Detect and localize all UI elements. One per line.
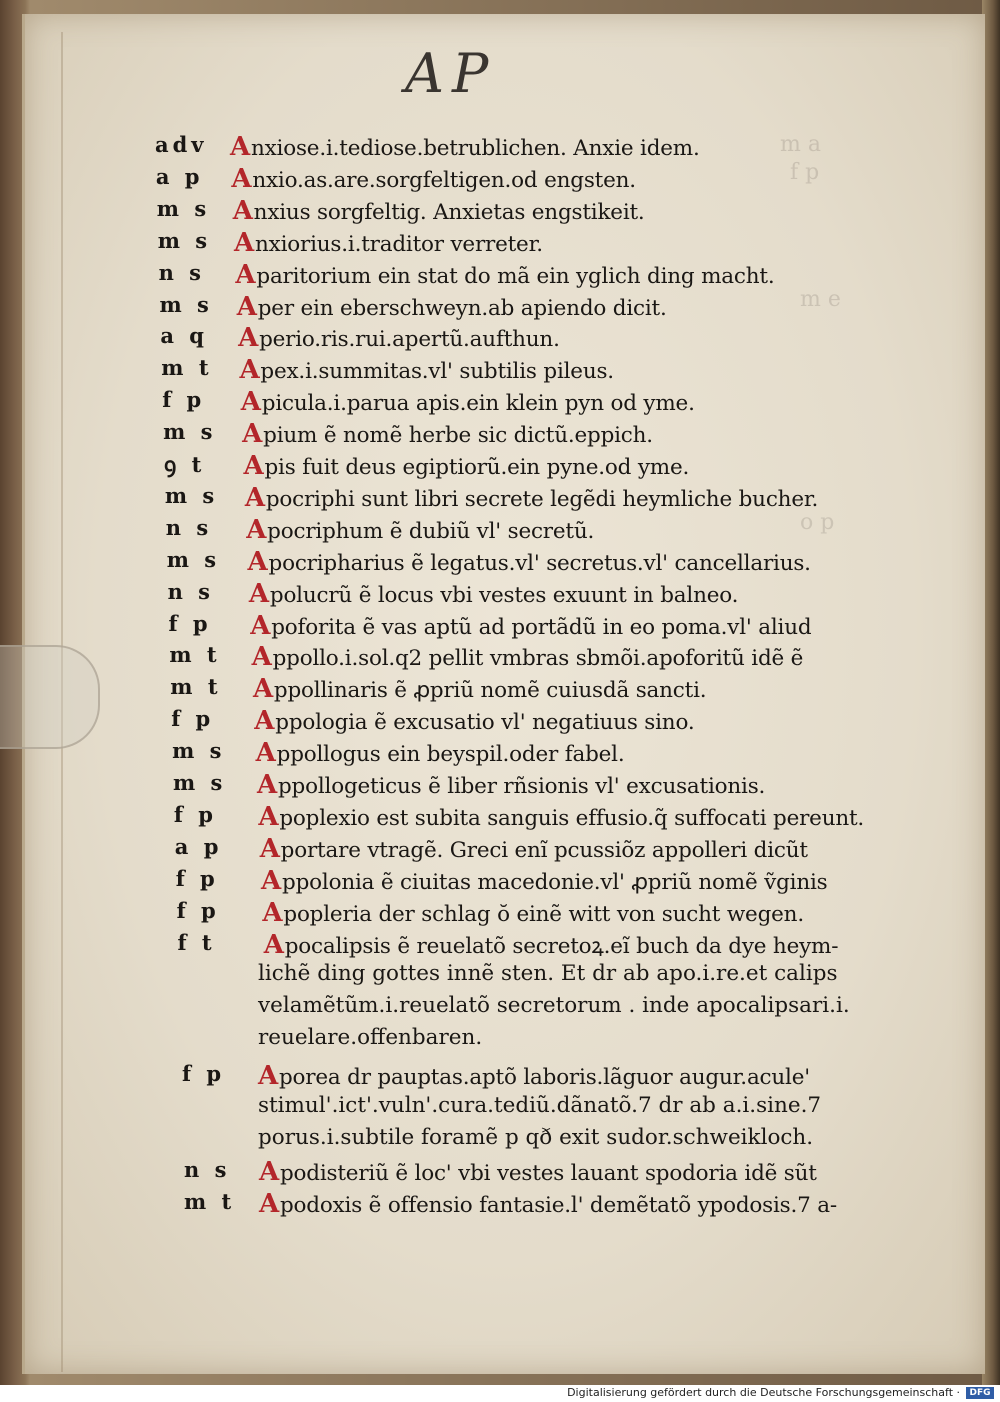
- entry-text: [259, 1189, 837, 1219]
- entry-body: pocriphum ẽ dubiũ vl' secretũ.: [267, 518, 595, 544]
- grammar-tag: m t: [184, 1188, 236, 1214]
- funding-credit: Digitalisierung gefördert durch die Deutsche Forschungsgemeinschaft ·: [567, 1386, 960, 1399]
- entry-text: [246, 515, 594, 545]
- entry-body: ppollogeticus ẽ liber rñsionis vl' excusationis.: [277, 774, 766, 799]
- entry-text: [242, 419, 653, 449]
- entry-text: [261, 866, 827, 896]
- entry-text: [233, 196, 645, 226]
- bleed-through-mark: o p: [800, 510, 835, 535]
- rubricated-initial: A: [259, 1156, 279, 1187]
- grammar-tag: adv: [155, 132, 208, 157]
- rubricated-initial: A: [248, 578, 269, 609]
- entry-text: [231, 164, 636, 194]
- rubricated-initial: A: [244, 482, 265, 513]
- rubricated-initial: A: [252, 674, 273, 705]
- grammar-tag: f p: [175, 865, 219, 891]
- entry-body: per ein eberschweyn.ab apiendo dicit.: [257, 295, 667, 321]
- entry-body: pocripharius ẽ legatus.vl' secretus.vl' cancellarius.: [268, 550, 811, 576]
- rubricated-initial: A: [232, 195, 253, 226]
- entry-text: [249, 579, 738, 609]
- entry-body: polucrũ ẽ locus vbi vestes exuunt in balneo.: [269, 582, 739, 608]
- grammar-tag: m s: [166, 546, 221, 572]
- grammar-tag: m s: [157, 227, 212, 253]
- rubricated-initial: A: [259, 1188, 279, 1219]
- entry-text: [258, 1061, 810, 1091]
- rubricated-initial: A: [242, 419, 263, 450]
- rubricated-initial: A: [236, 291, 257, 322]
- rubricated-initial: A: [250, 610, 271, 641]
- entry-text: [260, 834, 808, 864]
- rubricated-initial: A: [257, 770, 277, 800]
- entry-text: [238, 323, 560, 353]
- grammar-tag: m t: [170, 674, 222, 700]
- grammar-tag: f p: [182, 1061, 226, 1087]
- dfg-logo: DFG: [966, 1387, 994, 1399]
- rubricated-initial: A: [239, 355, 260, 386]
- entry-body: nxius sorgfeltig. Anxietas engstikeit.: [253, 199, 645, 225]
- entry-text: [245, 483, 818, 513]
- entry-continuation: porus.i.subtile foramẽ p qð exit sudor.schweikloch.: [258, 1124, 814, 1150]
- entry-body: ppollinaris ẽ ꝓpriũ nomẽ cuiusdã sancti.: [273, 678, 707, 704]
- entry-text: [257, 770, 765, 800]
- bleed-through-mark: m a: [780, 132, 821, 157]
- rubricated-initial: A: [263, 929, 284, 960]
- entry-body: pocriphi sunt libri secrete legẽdi heymliche bucher.: [265, 486, 819, 512]
- entry-body: nxio.as.are.sorgfeltigen.od engsten.: [252, 167, 636, 193]
- entry-text: [250, 611, 811, 641]
- grammar-tag: n s: [158, 259, 205, 285]
- entry-body: podoxis ẽ offensio fantasie.l' demẽtatõ ypodosis.7 a-: [279, 1192, 837, 1218]
- grammar-tag: m s: [156, 195, 211, 221]
- entry-body: podisteriũ ẽ loc' vbi vestes lauant spodoria idẽ sũt: [279, 1160, 817, 1186]
- entry-continuation: lichẽ ding gottes innẽ sten. Et dr ab apo.i.re.et calips: [258, 961, 838, 987]
- entry-body: ppollogus ein beyspil.oder fabel.: [276, 742, 625, 768]
- grammar-tag: a p: [174, 833, 223, 859]
- entry-body: pocalipsis ẽ reuelatõ secretoꝝ.eĩ buch da dye heym-: [284, 933, 839, 959]
- entry-text: [259, 1157, 817, 1187]
- rubricated-initial: A: [258, 1061, 278, 1092]
- rubricated-initial: A: [251, 642, 272, 673]
- grammar-tag: m s: [173, 770, 227, 795]
- entry-text: [239, 355, 614, 385]
- grammar-tag: a q: [160, 323, 208, 349]
- entry-body: popleria der schlag ŏ einẽ witt von sucht wegen.: [283, 901, 804, 927]
- entry-body: ppolonia ẽ ciuitas macedonie.vl' ꝓpriũ nomẽ ṽginis: [282, 869, 828, 895]
- entry-continuation: velamẽtũm.i.reuelatõ secretorum . inde apocalipsari.i.: [258, 993, 850, 1019]
- entry-body: picula.i.parua apis.ein klein pyn od yme.: [261, 391, 695, 417]
- entry-text: [262, 898, 804, 928]
- entry-body: nxiose.i.tediose.betrublichen. Anxie idem.: [250, 136, 700, 161]
- grammar-tag: n s: [167, 578, 214, 604]
- grammar-tag: m s: [159, 291, 213, 317]
- rubricated-initial: A: [247, 546, 268, 577]
- rubricated-initial: A: [255, 738, 276, 769]
- rubricated-initial: A: [231, 163, 252, 194]
- entry-body: perio.ris.rui.apertũ.aufthun.: [259, 327, 560, 353]
- entry-body: pex.i.summitas.vl' subtilis pileus.: [260, 359, 614, 385]
- rubricated-initial: A: [259, 833, 280, 864]
- grammar-tag: m s: [164, 482, 219, 508]
- entry-body: pis fuit deus egiptiorũ.ein pyne.od yme.: [264, 455, 690, 480]
- rubricated-initial: A: [230, 132, 250, 162]
- rubricated-initial: A: [262, 897, 283, 928]
- entry-text: [258, 802, 864, 832]
- entry-body: ppologia ẽ excusatio vl' negatiuus sino.: [275, 710, 695, 736]
- grammar-tag: f p: [173, 801, 217, 827]
- bleed-through-mark: m e: [800, 287, 841, 312]
- grammar-tag: n s: [165, 514, 213, 540]
- entry-text: [230, 132, 700, 162]
- entry-continuation: stimul'.ict'.vuln'.cura.tediũ.dãnatõ.7 dr ab a.i.sine.7: [258, 1093, 822, 1118]
- entry-body: nxiorius.i.traditor verreter.: [255, 231, 543, 257]
- grammar-tag: m t: [161, 355, 213, 381]
- rubricated-initial: A: [235, 259, 256, 290]
- grammar-tag: f t: [177, 929, 216, 955]
- entry-text: [256, 738, 625, 768]
- entry-text: [235, 260, 774, 290]
- entry-continuation: reuelare.offenbaren.: [258, 1025, 483, 1051]
- rubricated-initial: A: [254, 706, 275, 737]
- entry-body: poplexio est subita sanguis effusio.q̃ suffocati pereunt.: [279, 805, 865, 831]
- entry-body: pium ẽ nomẽ herbe sic dictũ.eppich.: [263, 423, 653, 449]
- entry-text: [244, 451, 690, 481]
- grammar-tag: a p: [155, 163, 204, 189]
- entry-text: [254, 706, 694, 736]
- grammar-tag: f p: [162, 387, 206, 413]
- entry-text: [264, 930, 839, 960]
- grammar-tag: n s: [184, 1156, 231, 1182]
- grammar-tag: f p: [168, 610, 212, 636]
- entry-text: [234, 228, 543, 258]
- grammar-tag: f p: [171, 706, 215, 732]
- rubricated-initial: A: [240, 387, 261, 418]
- bleed-through-mark: f p: [790, 160, 820, 185]
- grammar-tag: f p: [176, 897, 220, 923]
- entry-text: [248, 547, 811, 577]
- grammar-tag: m s: [172, 738, 226, 764]
- rubricated-initial: A: [258, 801, 279, 832]
- entry-body: portare vtragẽ. Greci enĩ pcussiõz appolleri dicũt: [280, 837, 808, 863]
- entry-body: poforita ẽ vas aptũ ad portãdũ in eo poma.vl' aliud: [271, 614, 812, 640]
- entry-text: [237, 292, 667, 322]
- entry-body: porea dr pauptas.aptõ laboris.lãguor augur.acule': [278, 1065, 810, 1091]
- handwritten-shelfmark: AP: [405, 42, 497, 105]
- rubricated-initial: A: [234, 227, 255, 258]
- rubricated-initial: A: [261, 865, 282, 896]
- rubricated-initial: A: [246, 514, 267, 545]
- rubricated-initial: A: [243, 451, 264, 481]
- entry-body: paritorium ein stat do mã ein yglich ding macht.: [256, 263, 775, 289]
- grammar-tag: ꝯ t: [164, 452, 206, 477]
- entry-body: ppollo.i.sol.q2 pellit vmbras sbmõi.apoforitũ idẽ ẽ: [272, 646, 804, 672]
- grammar-tag: m t: [169, 642, 221, 668]
- entry-text: [241, 387, 695, 417]
- bookmark-tab: [0, 645, 100, 749]
- rubricated-initial: A: [238, 323, 259, 354]
- footer-bar: [0, 1385, 1000, 1402]
- entry-text: [252, 642, 804, 672]
- entry-text: [253, 674, 706, 704]
- grammar-tag: m s: [163, 419, 217, 445]
